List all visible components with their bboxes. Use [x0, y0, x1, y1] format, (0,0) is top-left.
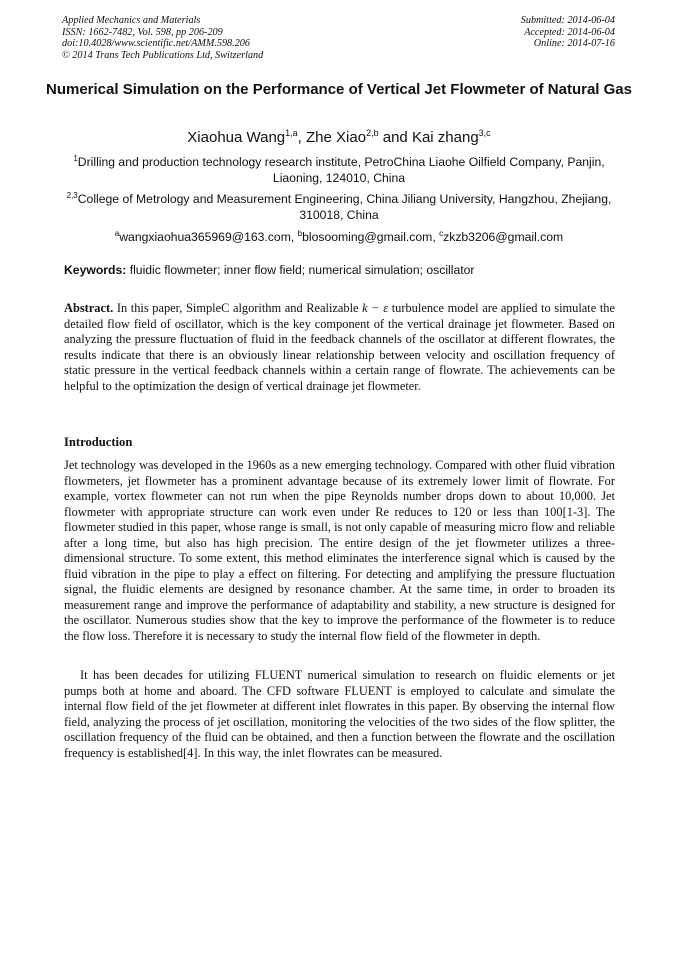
journal-name: Applied Mechanics and Materials	[62, 15, 201, 26]
accepted-date: Accepted: 2014-06-04	[524, 26, 615, 38]
email-separator: ,	[290, 230, 298, 244]
email-address[interactable]: blosooming@gmail.com	[302, 230, 433, 244]
affiliation-2	[62, 191, 616, 223]
paper-title: Numerical Simulation on the Performance of Vertical Jet Flowmeter of Natural Gas	[46, 81, 632, 98]
keywords-label: Keywords:	[64, 263, 127, 277]
email-superscript: c	[439, 229, 444, 238]
affiliation-1	[62, 154, 616, 186]
abstract-math-symbol: k − ε	[362, 301, 389, 315]
publication-dates	[521, 15, 615, 50]
doi-line: doi:10.4028/www.scientific.net/AMM.598.206	[62, 38, 250, 50]
email-address[interactable]: wangxiaohua365969@163.com	[119, 230, 291, 244]
issn-line: ISSN: 1662-7482, Vol. 598, pp 206-209	[62, 26, 223, 38]
author-separator: and	[378, 129, 412, 146]
copyright-line: © 2014 Trans Tech Publications Ltd, Switzerland	[62, 49, 264, 61]
author-superscript: 1,a	[285, 128, 298, 138]
email-superscript: a	[114, 229, 120, 238]
email-superscript: b	[297, 229, 303, 238]
email-list	[62, 229, 616, 245]
author-separator: ,	[297, 129, 307, 146]
email-address[interactable]: zkzb3206@gmail.com	[443, 230, 564, 244]
abstract-label: Abstract.	[64, 301, 114, 315]
introduction-paragraph-1: Jet technology was developed in the 1960s as a new emerging technology. Compared with other fluid vibration flowmeters, jet flowmeter has a prominent advantage because of its extremely lower limit of flowrate. For example, vortex flowmeter can not run when the pipe Reynolds number drops down to about 10,000. Jet flowmeter with appropriate structure can work even under Re reduces to 120 or less than 100[1-3]. The flowmeter studied in this paper, whose range is small, is not only capable of measuring micro flow and reliable after a long time, but also has high precision. The entire design of the jet flowmeter utilizes a three-dimensional structure. To some extent, this method eliminates the interference signal which is caused by the fluid vibration in the pipe to play a effect on filtering. For detecting and amplifying the pressure fluctuation signal, the fluidic elements are designed by resonance chamber. At the same time, in order to broaden its measurement range and improve the performance of adaptability and stability, a new structure is designed for the oscillator. Numerous studies show that the key to improve the performance of the flowmeter is to reduce the flow loss. Therefore it is necessary to study the internal flow field of the flowmeter in depth.	[64, 458, 615, 643]
submitted-date: Submitted: 2014-06-04	[520, 15, 615, 26]
email-separator: ,	[432, 230, 440, 244]
keywords	[64, 262, 616, 278]
affiliation-text: College of Metrology and Measurement Engineering, China Jiliang University, Hangzhou, Zhejiang, 310018, China	[77, 192, 612, 222]
affiliation-superscript: 2,3	[66, 191, 78, 200]
author-superscript: 3,c	[478, 128, 491, 138]
online-date: Online: 2014-07-16	[533, 38, 615, 50]
abstract-text-rest: turbulence model are applied to simulate the detailed flow field of oscillator, which is the key component of the vertical drainage jet flowmeter. Based on analyzing the pressure fluctuation of fluid in the feedback channels of the oscillator at different flowrates, the results indicate that there is an obviously linear relationship between velocity and oscillation frequency of static pressure in the vertical feedback channels within a certain range of flowrate. The achievements can be helpful to the optimization the design of vertical drainage jet flowmeter.	[64, 301, 615, 393]
abstract	[64, 301, 615, 394]
introduction-paragraph-2: It has been decades for utilizing FLUENT numerical simulation to research on fluidic elements or jet pumps both at home and aboard. The CFD software FLUENT is employed to calculate and simulate the internal flow field of the jet flowmeter at different inlet flowrates in this paper. By observing the internal flow field, analyzing the process of jet oscillation, monitoring the velocities of the two sides of the flow splitter, the oscillation frequency of the fluid can be obtained, and then a function between the flowrate and the oscillation frequency is established[4]. In this way, the inlet flowrates can be measured.	[64, 668, 615, 760]
author-name: Xiaohua Wang	[187, 129, 286, 146]
affiliation-superscript: 1	[73, 154, 78, 163]
author-list	[0, 129, 678, 147]
author-name: Kai zhang	[411, 129, 479, 146]
author-name: Zhe Xiao	[306, 129, 367, 146]
affiliation-text: Drilling and production technology research institute, PetroChina Liaohe Oilfield Company, Panjin, Liaoning, 124010, China	[77, 155, 605, 185]
abstract-text-start: In this paper, SimpleC algorithm and Realizable	[116, 301, 359, 315]
page-header	[62, 15, 615, 67]
author-superscript: 2,b	[366, 128, 379, 138]
section-heading-introduction: Introduction	[64, 435, 133, 449]
keywords-text: fluidic flowmeter; inner flow field; numerical simulation; oscillator	[129, 263, 475, 277]
journal-info	[62, 15, 263, 61]
